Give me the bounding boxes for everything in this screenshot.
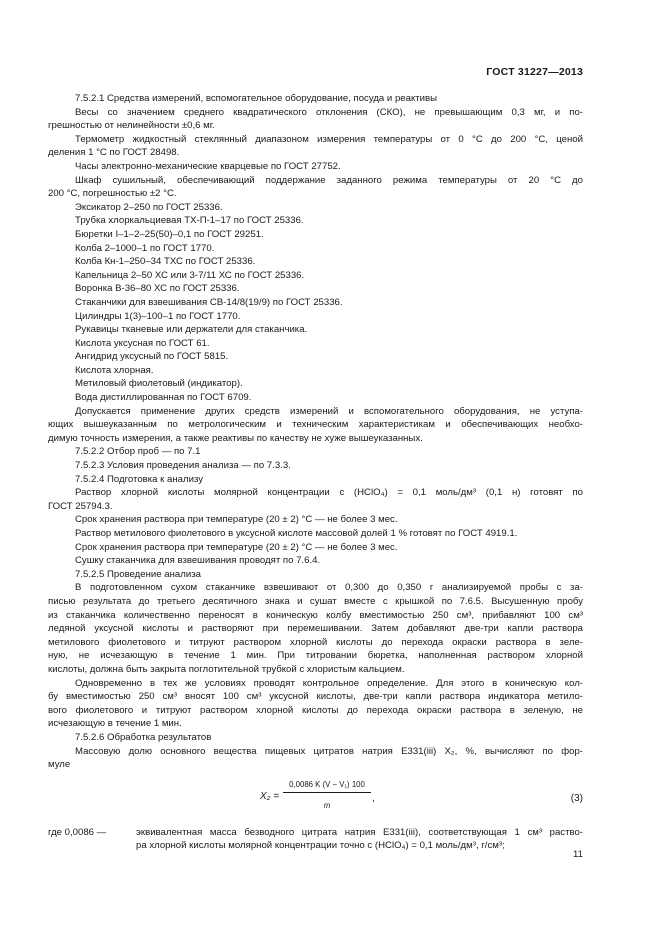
- text-line: Допускается применение других средств измерений и вспомогательного оборудования, не уступа-: [75, 405, 583, 417]
- text-line: муле: [48, 759, 71, 771]
- text-line: В подготовленном сухом стаканчике взвешивают от 0,300 до 0,350 г анализируемой пробы с за-: [75, 582, 583, 594]
- text-line: Цилиндры 1(3)–100–1 по ГОСТ 1770.: [75, 310, 241, 322]
- formula-legend: [48, 826, 583, 854]
- text-line: Рукавицы тканевые или держатели для стаканчика.: [75, 324, 308, 336]
- legend-text: [136, 826, 583, 853]
- text-line: Трубка хлоркальциевая ТХ-П-1–17 по ГОСТ 25336.: [75, 215, 304, 227]
- formula-number: (3): [570, 792, 583, 804]
- text-line: 200 °С, погрешностью ±2 °С.: [48, 188, 177, 200]
- text-line: Вода дистиллированная по ГОСТ 6709.: [75, 392, 252, 404]
- text-line: Стаканчики для взвешивания СВ-14/8(19/9) по ГОСТ 25336.: [75, 296, 343, 308]
- body-text: [48, 92, 583, 772]
- text-line: Эксикатор 2–250 по ГОСТ 25336.: [75, 201, 223, 213]
- text-line: писью результата до третьего десятичного знака и сушат вместе с крышкой по 7.6.5. Высушенную пробу: [48, 595, 583, 607]
- formula-fraction: [283, 778, 371, 813]
- text-line: грешностью от нелинейности ±0,6 мг.: [48, 120, 215, 132]
- text-line: Колба Кн-1–250–34 ТХС по ГОСТ 25336.: [75, 256, 256, 268]
- text-line: 7.5.2.5 Проведение анализа: [75, 568, 201, 580]
- text-line: Раствор метилового фиолетового в уксусной кислоте массовой долей 1 % готовят по ГОСТ 4919.1.: [75, 528, 518, 539]
- text-line: димую точность измерения, а также реактивы по качеству не хуже вышеуказанных.: [48, 432, 423, 444]
- text-line: ющих вышеуказанным по метрологическим и техническим характеристикам и обеспечивающих необхо-: [48, 419, 583, 431]
- text-line: Бюретки I–1–2–25(50)–0,1 по ГОСТ 29251.: [75, 228, 264, 240]
- text-line: деления 1 °С по ГОСТ 28498.: [48, 147, 180, 159]
- text-line: 7.5.2.3 Условия проведения анализа — по 7.3.3.: [75, 460, 291, 472]
- formula-trailing-comma: ,: [372, 792, 375, 804]
- text-line: Термометр жидкостный стеклянный диапазоном измерения температуры от 0 °С до 200 °С, ценой: [75, 133, 583, 145]
- legend-label: где 0,0086 —: [48, 826, 107, 838]
- text-line: Сушку стаканчика для взвешивания проводят по 7.6.4.: [75, 555, 321, 567]
- text-line: из стаканчика количественно переносят в коническую колбу вместимостью 250 см³, прибавляют 100 см³: [48, 609, 583, 621]
- text-line: Шкаф сушильный, обеспечивающий поддержание заданного режима температуры от 20 °С до: [75, 174, 583, 186]
- formula-3: [48, 776, 583, 822]
- text-line: Весы со значением среднего квадратического отклонения (СКО), не превышающим 0,3 мг, и по-: [75, 106, 583, 118]
- text-line: 7.5.2.6 Обработка результатов: [75, 731, 212, 743]
- text-line: 7.5.2.1 Средства измерений, вспомогательное оборудование, посуда и реактивы: [75, 93, 438, 104]
- text-line: Воронка В-36–80 ХС по ГОСТ 25336.: [75, 283, 240, 295]
- legend-line-2: ра хлорной кислоты молярной концентрации точно c (HClO₄) = 0,1 моль/дм³, г/см³;: [136, 840, 505, 852]
- text-line: вого фиолетового и титруют раствором хлорной кислоты до перехода окраски раствора в зеленую, не: [48, 704, 583, 716]
- text-line: Раствор хлорной кислоты молярной концентрации c (HClO₄) = 0,1 моль/дм³ (0,1 н) готовят по: [75, 487, 583, 499]
- text-line: исчезающую в течение 1 мин.: [48, 718, 182, 730]
- page-number: 11: [573, 849, 583, 860]
- text-line: ледяной уксусной кислоты и растворяют при перемешивании. Затем добавляют две-три капли раствора: [48, 623, 583, 635]
- text-line: Колба 2–1000–1 по ГОСТ 1770.: [75, 242, 215, 254]
- formula-numerator: 0,0086 K (V − V₁) 100: [283, 778, 371, 794]
- text-line: Кислота хлорная.: [75, 364, 154, 376]
- text-line: Массовую долю основного вещества пищевых цитратов натрия Е331(iii) X₂, %, вычисляют по фор-: [75, 745, 583, 757]
- text-line: 7.5.2.4 Подготовка к анализу: [75, 473, 204, 485]
- text-line: Кислота уксусная по ГОСТ 61.: [75, 337, 210, 349]
- text-line: Часы электронно-механические кварцевые по ГОСТ 27752.: [75, 160, 341, 172]
- formula-denominator: m: [323, 801, 331, 811]
- text-line: Срок хранения раствора при температуре (20 ± 2) °С — не более 3 мес.: [75, 514, 398, 526]
- text-line: Капельница 2–50 ХС или 3-7/11 ХС по ГОСТ 25336.: [75, 269, 305, 281]
- text-line: ную, не исчезающую в течение 1 мин. При титровании бюретка, наполненная раствором хлорной: [48, 650, 583, 662]
- formula-lhs: X₂ =: [260, 790, 280, 802]
- text-line: Срок хранения раствора при температуре (20 ± 2) °С — не более 3 мес.: [75, 541, 398, 553]
- legend-line-1: эквивалентная масса безводного цитрата натрия Е331(iii), соответствующая 1 см³ раство-: [136, 826, 583, 838]
- page-header: ГОСТ 31227—2013: [486, 66, 583, 78]
- text-line: бу вместимостью 250 см³ вносят 100 см³ уксусной кислоты, две-три капли раствора индикатора метило-: [48, 691, 583, 703]
- text-line: метилового фиолетового и титруют раствором хлорной кислоты до перехода окраски раствора в зеле-: [48, 636, 583, 648]
- page-content: [48, 92, 583, 854]
- text-line: Ангидрид уксусный по ГОСТ 5815.: [75, 351, 229, 363]
- text-line: 7.5.2.2 Отбор проб — по 7.1: [75, 446, 201, 458]
- text-line: ГОСТ 25794.3.: [48, 500, 113, 512]
- text-line: кислоты, должна быть закрыта поглотительной трубкой с хлористым кальцием.: [48, 663, 405, 675]
- text-line: Метиловый фиолетовый (индикатор).: [75, 378, 243, 390]
- text-line: Одновременно в тех же условиях проводят контрольное определение. Для этого в коническую кол-: [75, 677, 583, 689]
